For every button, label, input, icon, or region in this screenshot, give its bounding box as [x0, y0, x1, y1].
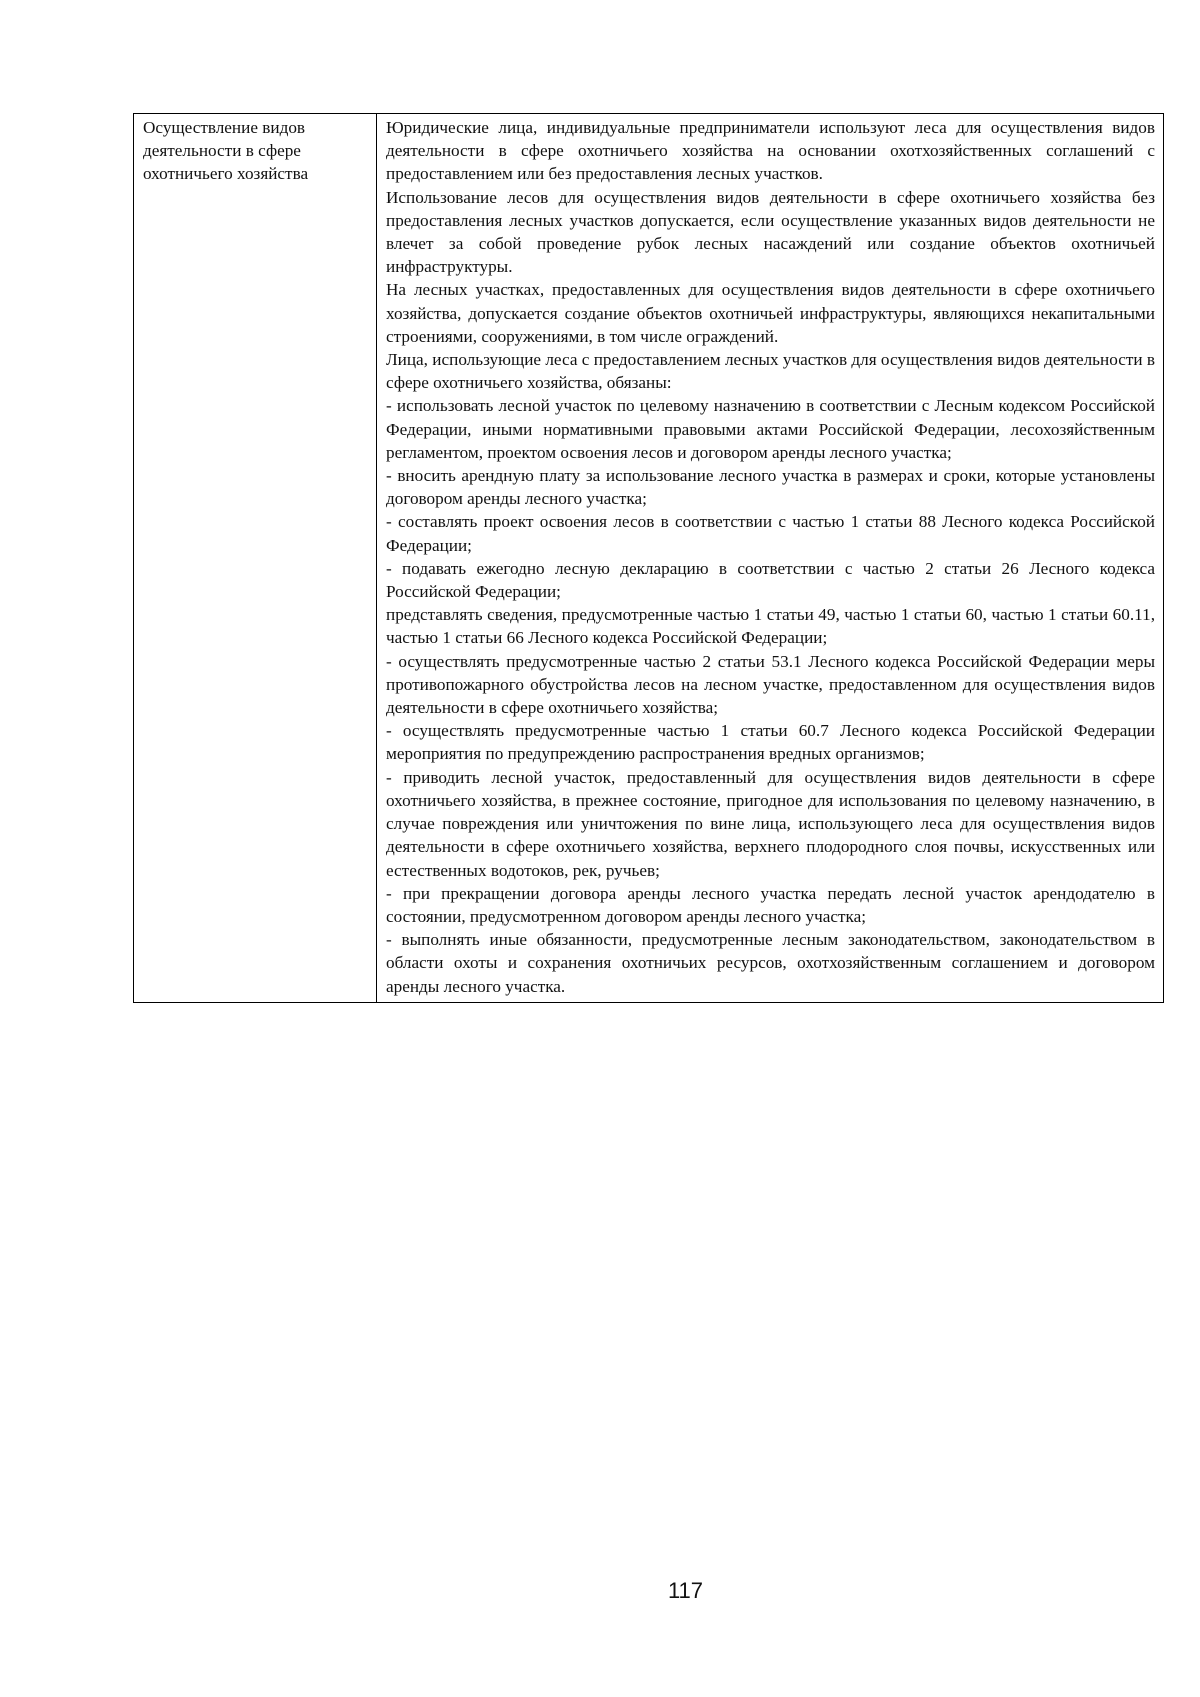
activity-cell	[134, 114, 377, 1003]
requirements-paragraph: Лица, использующие леса с предоставлением лесных участков для осуществления видов деятельности в сфере охотничьего хозяйства, обязаны:	[386, 350, 1155, 393]
requirements-paragraph: Использование лесов для осуществления видов деятельности в сфере охотничьего хозяйства без предоставления лесных участков допускается, если осуществление указанных видов деятельности не влечет за собой проведение рубок лесных насаждений или создание объектов охотничьей инфраструктуры.	[386, 187, 1155, 277]
requirements-paragraph: - осуществлять предусмотренные частью 2 статьи 53.1 Лесного кодекса Российской Федерации меры противопожарного обустройства лесов на лесном участке, предоставленном для осуществления видов деятельности в сфере охотничьего хозяйства;	[386, 651, 1155, 718]
requirements-paragraph: Юридические лица, индивидуальные предприниматели используют леса для осуществления видов деятельности в сфере охотничьего хозяйства на основании охотхозяйственных соглашений с предоставлением или без предоставления лесных участков.	[386, 118, 1155, 184]
requirements-paragraph: - вносить арендную плату за использование лесного участка в размерах и сроки, которые установлены договором аренды лесного участка;	[386, 466, 1155, 509]
requirements-paragraph: - выполнять иные обязанности, предусмотренные лесным законодательством, законодательством в области охоты и сохранения охотничьих ресурсов, охотхозяйственным соглашением и договором аренды лесного участка.	[386, 930, 1155, 996]
activity-label: Осуществление видов деятельности в сфере охотничьего хозяйства	[143, 118, 309, 184]
requirements-paragraph: - осуществлять предусмотренные частью 1 статьи 60.7 Лесного кодекса Российской Федерации мероприятия по предупреждению распространения вредных организмов;	[386, 721, 1155, 764]
requirements-paragraph: - составлять проект освоения лесов в соответствии с частью 1 статьи 88 Лесного кодекса Российской Федерации;	[386, 512, 1155, 555]
requirements-paragraph: - подавать ежегодно лесную декларацию в соответствии с частью 2 статьи 26 Лесного кодекса Российской Федерации;	[386, 558, 1155, 602]
table-row	[134, 114, 1164, 1003]
requirements-paragraph: На лесных участках, предоставленных для осуществления видов деятельности в сфере охотничьего хозяйства, допускается создание объектов охотничьей инфраструктуры, являющихся некапитальными строениями, сооружениями, в том числе ограждений.	[386, 280, 1155, 346]
regulation-table	[133, 113, 1164, 1003]
page-number: 117	[667, 1578, 704, 1603]
requirements-paragraph: - приводить лесной участок, предоставленный для осуществления видов деятельности в сфере охотничьего хозяйства, в прежнее состояние, пригодное для использования по целевому назначению, в случае повреждения или уничтожения по вине лица, использующего леса для осуществления видов деятельности в сфере охотничьего хозяйства, верхнего плодородного слоя почвы, искусственных или естественных водотоков, рек, ручьев;	[386, 767, 1155, 880]
requirements-paragraph: представлять сведения, предусмотренные частью 1 статьи 49, частью 1 статьи 60, частью 1 статьи 60.11, частью 1 статьи 66 Лесного кодекса Российской Федерации;	[386, 605, 1155, 648]
requirements-cell	[377, 114, 1164, 1003]
requirements-paragraph: - использовать лесной участок по целевому назначению в соответствии с Лесным кодексом Российской Федерации, иными нормативными правовыми актами Российской Федерации, лесохозяйственным регламентом, проектом освоения лесов и договором аренды лесного участка;	[386, 396, 1155, 462]
requirements-paragraph: - при прекращении договора аренды лесного участка передать лесной участок арендодателю в состоянии, предусмотренном договором аренды лесного участка;	[386, 883, 1155, 926]
